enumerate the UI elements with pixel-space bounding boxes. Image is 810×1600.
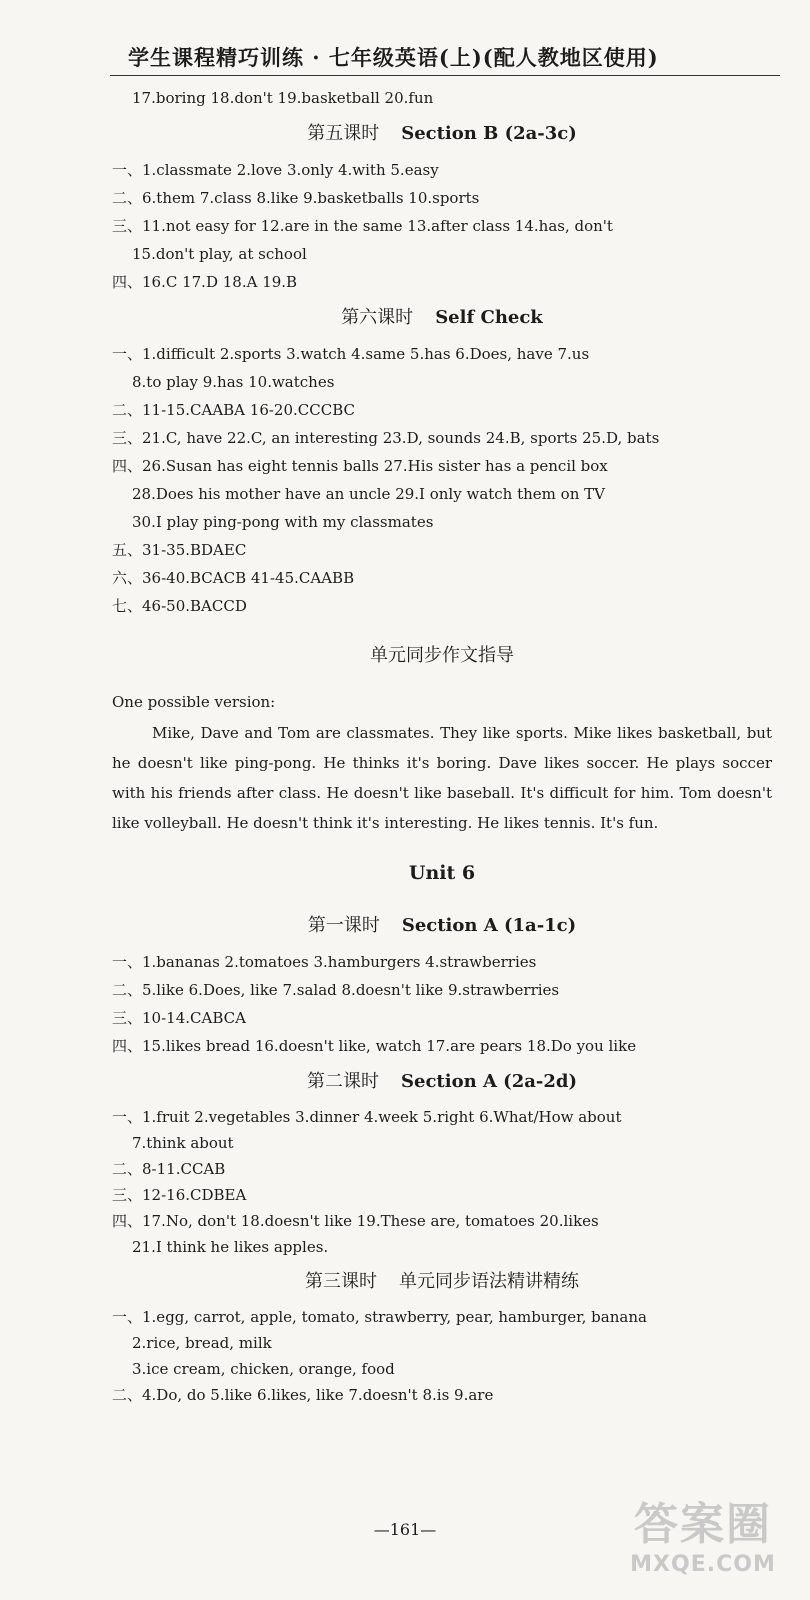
composition-heading: 单元同步作文指导	[370, 645, 514, 666]
watermark-site-text: MXQE.COM	[630, 1552, 776, 1577]
lesson-number: 第二课时	[307, 1071, 380, 1092]
answer-line: 15.don't play, at school	[132, 245, 307, 263]
answer-line: 三、21.C, have 22.C, an interesting 23.D, sounds 24.B, sports 25.D, bats	[112, 429, 660, 447]
composition-text: Mike, Dave and Tom are classmates. They like sports. Mike likes basketball, but he doesn't like ping-pong. He thinks it's boring. Dave likes soccer. He plays soccer with his friends after class. He doesn't like baseball. It's difficult for him. Tom doesn't like volleyball. He doesn't think it's interesting. He likes tennis. It's fun.	[112, 724, 772, 832]
composition-intro: One possible version:	[112, 693, 276, 711]
answer-line: 一、1.classmate 2.love 3.only 4.with 5.easy	[112, 161, 439, 179]
lesson-title: 单元同步语法精讲精练	[399, 1271, 579, 1292]
lesson-title: Section A (1a-1c)	[401, 915, 577, 936]
answer-line: 二、8-11.CCAB	[112, 1160, 226, 1178]
watermark-logo-text: 答案圈	[634, 1499, 772, 1550]
answer-line: 四、17.No, don't 18.doesn't like 19.These are, tomatoes 20.likes	[112, 1212, 599, 1230]
page-header: 学生课程精巧训练 · 七年级英语(上)(配人教地区使用)	[128, 45, 659, 70]
lesson-heading	[112, 112, 772, 156]
lesson-title: Self Check	[435, 307, 543, 328]
lesson-number: 第六课时	[341, 307, 414, 328]
lesson-heading	[112, 296, 772, 340]
answer-line: 七、46-50.BACCD	[112, 597, 247, 615]
lesson-number: 第一课时	[307, 915, 380, 936]
answer-line: 7.think about	[132, 1134, 234, 1152]
answer-line: 28.Does his mother have an uncle 29.I only watch them on TV	[132, 485, 605, 503]
page-number: —161—	[373, 1520, 437, 1539]
answer-line: 二、11-15.CAABA 16-20.CCCBC	[112, 401, 355, 419]
answer-line: 四、16.C 17.D 18.A 19.B	[112, 273, 298, 291]
header-rule	[110, 75, 780, 76]
unit-title: Unit 6	[408, 862, 476, 884]
lesson-title: Section A (2a-2d)	[401, 1071, 577, 1092]
lesson-heading	[112, 904, 772, 948]
answer-line: 8.to play 9.has 10.watches	[132, 373, 335, 391]
answer-line: 一、1.fruit 2.vegetables 3.dinner 4.week 5.right 6.What/How about	[112, 1108, 622, 1126]
answer-line: 二、4.Do, do 5.like 6.likes, like 7.doesn't 8.is 9.are	[112, 1386, 494, 1404]
answer-line: 21.I think he likes apples.	[132, 1238, 329, 1256]
answer-line: 2.rice, bread, milk	[132, 1334, 272, 1352]
answer-line: 六、36-40.BCACB 41-45.CAABB	[112, 569, 355, 587]
answer-line: 一、1.difficult 2.sports 3.watch 4.same 5.has 6.Does, have 7.us	[112, 345, 590, 363]
answer-line: 一、1.egg, carrot, apple, tomato, strawberry, pear, hamburger, banana	[112, 1308, 647, 1326]
answer-line: 三、10-14.CABCA	[112, 1009, 246, 1027]
answer-line: 30.I play ping-pong with my classmates	[132, 513, 434, 531]
answer-line: 五、31-35.BDAEC	[112, 541, 247, 559]
answer-line: 四、26.Susan has eight tennis balls 27.His sister has a pencil box	[112, 457, 608, 475]
answer-line: 二、5.like 6.Does, like 7.salad 8.doesn't like 9.strawberries	[112, 981, 560, 999]
answer-line: 四、15.likes bread 16.doesn't like, watch 17.are pears 18.Do you like	[112, 1037, 637, 1055]
answer-line: 三、11.not easy for 12.are in the same 13.after class 14.has, don't	[112, 217, 613, 235]
answer-line: 一、1.bananas 2.tomatoes 3.hamburgers 4.strawberries	[112, 953, 537, 971]
lesson-heading	[112, 1060, 772, 1104]
watermark-logo	[618, 1500, 788, 1586]
lesson-number: 第五课时	[307, 123, 380, 144]
answer-content	[112, 84, 772, 1408]
lesson-title: Section B (2a-3c)	[401, 123, 577, 144]
lesson-heading	[112, 1260, 772, 1304]
answer-line: 三、12-16.CDBEA	[112, 1186, 247, 1204]
answer-line: 3.ice cream, chicken, orange, food	[132, 1360, 395, 1378]
answer-line: 二、6.them 7.class 8.like 9.basketballs 10.sports	[112, 189, 480, 207]
lesson-number: 第三课时	[305, 1271, 377, 1292]
answer-line: 17.boring 18.don't 19.basketball 20.fun	[132, 89, 434, 107]
